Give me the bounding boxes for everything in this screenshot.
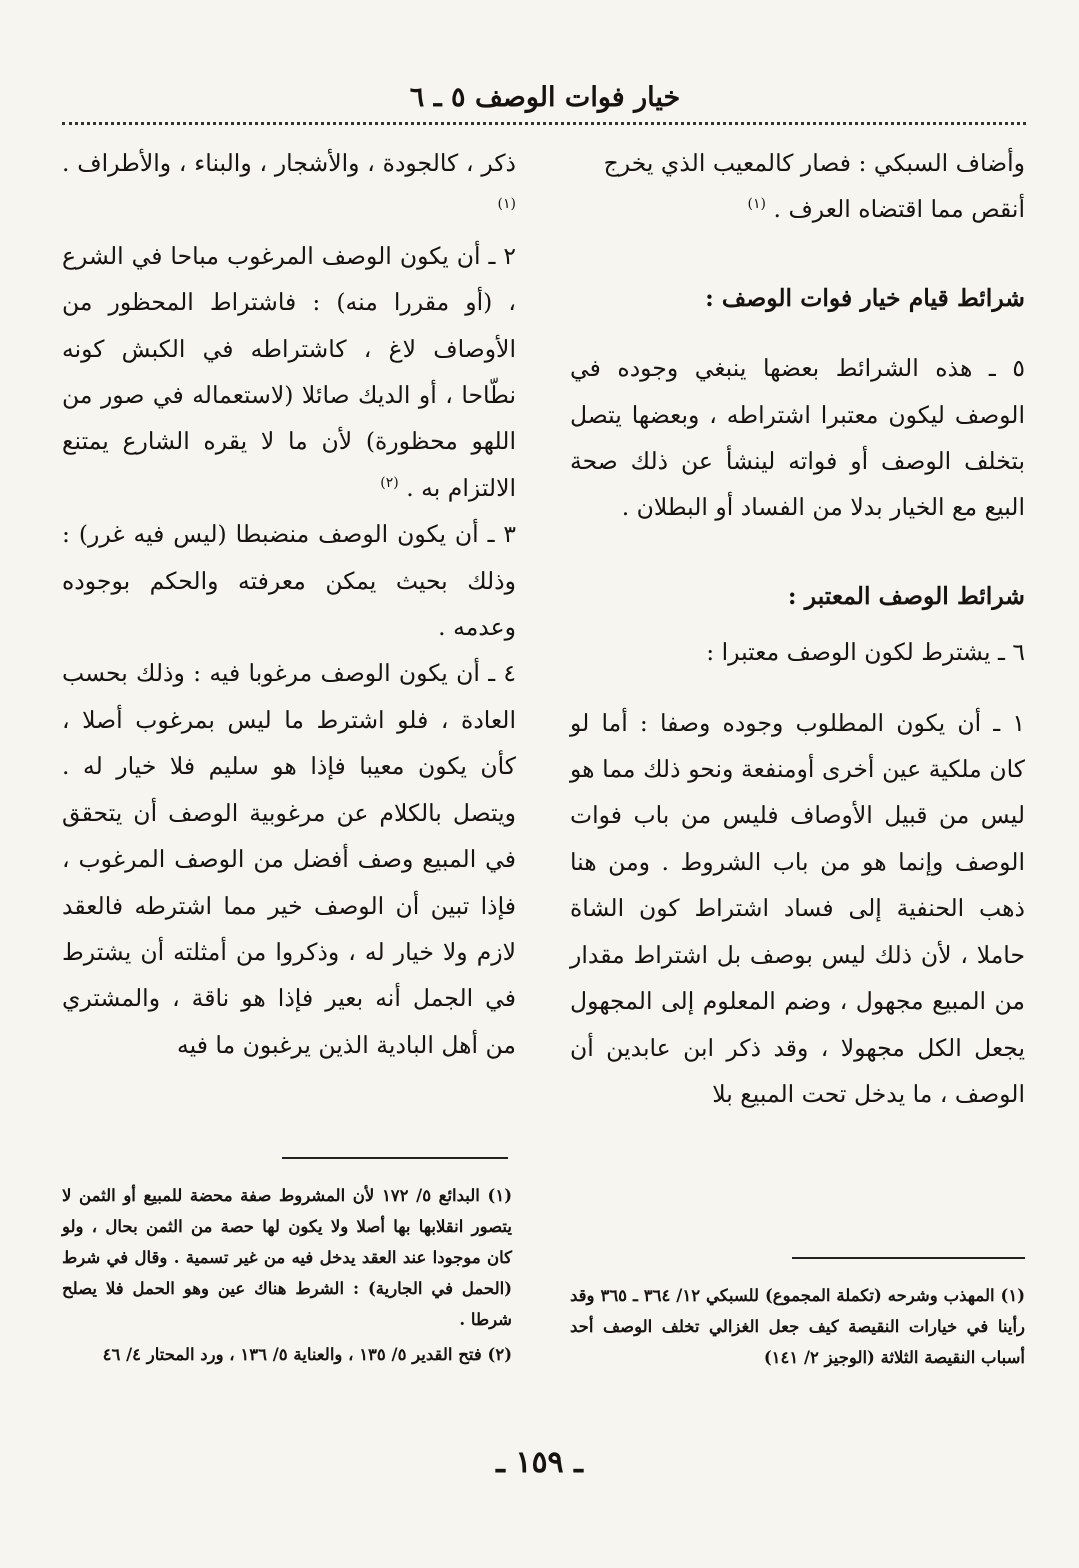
footnote-rule-left (282, 1157, 508, 1159)
footnote-ref: (٢) (380, 475, 399, 492)
intro-line-2: أنقص مما اقتضاه العرف . (773, 195, 1025, 224)
running-header (60, 78, 1030, 118)
intro-paragraph (570, 140, 1025, 233)
paragraph-6: ٦ ـ يشترط لكون الوصف معتبرا : (706, 638, 1025, 667)
footnote-right-1: (١) المهذب وشرحه (تكملة المجموع) للسبكي ١٢/ ٣٦٤ ـ ٣٦٥ وقد رأينا في خيارات النقيصة كيف جعل الغزالي تخلف الوصف أحد أسباب النقيصة الثلاثة (الوجيز ٢/ ١٤١) (570, 1286, 1025, 1367)
footnote-left-2: (٢) فتح القدير ٥/ ١٣٥ ، والعناية ٥/ ١٣٦ ، ورد المحتار ٤/ ٤٦ (102, 1345, 512, 1364)
footnote-ref: (١) (747, 196, 767, 213)
continuation-text: ذكر ، كالجودة ، والأشجار ، والبناء ، والأطراف . (62, 149, 516, 177)
condition-3: ٣ ـ أن يكون الوصف منضبطا (ليس فيه غرر) : وذلك بحيث يمكن معرفته والحكم بوجوده وعدمه . (62, 520, 516, 642)
condition-2 (62, 233, 516, 511)
condition-2-text: ٢ ـ أن يكون الوصف المرغوب مباحا في الشرع ، (أو مقررا منه) : فاشتراط المحظور من الأوصاف لاغ ، كاشتراطه في الكبش كونه نطّاحا ، أو الديك صائلا (لاستعماله في صور من اللهو محظورة) لأن ما لا يقره الشارع يمتنع الالتزام به . (62, 241, 516, 502)
intro-line-1: وأضاف السبكي : فصار كالمعيب الذي يخرج (603, 149, 1025, 177)
page-number: ـ ١٥٩ ـ (496, 1445, 583, 1480)
section-heading-valid-description: شرائط الوصف المعتبر : (787, 581, 1025, 610)
footnote-ref: (١) (497, 196, 516, 213)
paragraph-5: ٥ ـ هذه الشرائط بعضها ينبغي وجوده في الوصف ليكون معتبرا اشتراطه ، وبعضها يتصل بتخلف الوصف أو فواته لينشأ عن ذلك صحة البيع مع الخيار بدلا من الفساد أو البطلان . (570, 354, 1025, 522)
section-heading-conditions: شرائط قيام خيار فوات الوصف : (705, 283, 1025, 312)
continuation-paragraph (62, 140, 516, 233)
footnotes-left (62, 1180, 512, 1374)
footnote-rule-right (792, 1257, 1025, 1259)
condition-4: ٤ ـ أن يكون الوصف مرغوبا فيه : وذلك بحسب العادة ، فلو اشترط ما ليس بمرغوب أصلا ، كأن يكون معيبا فإذا هو سليم فلا خيار له . ويتصل بالكلام عن مرغوبية الوصف أن يتحقق في المبيع وصف أفضل من الوصف المرغوب ، فإذا تبين أن الوصف خير مما اشترطه فالعقد لازم ولا خيار له ، وذكروا من أمثلته أن يشترط في الجمل أنه بعير فإذا هو ناقة ، والمشتري من أهل البادية الذين يرغبون ما فيه (62, 659, 516, 1059)
left-column (62, 140, 516, 1068)
footnotes-right (570, 1280, 1025, 1377)
header-title: خيار فوات الوصف ٥ ـ ٦ (409, 82, 681, 113)
footnote-left-1: (١) البدائع ٥/ ١٧٢ لأن المشروط صفة محضة للمبيع أو الثمن لا يتصور انقلابها بها أصلا ولا يكون لها حصة من الثمن بحال ، ولو كان موجودا عند العقد يدخل فيه من غير تسمية . وقال في شرط (الحمل في الجارية) : الشرط هناك عين وهو الحمل فلا يصلح شرطا . (62, 1186, 512, 1329)
right-column (570, 140, 1025, 1117)
condition-1: ١ ـ أن يكون المطلوب وجوده وصفا : أما لو كان ملكية عين أخرى أومنفعة ونحو ذلك مما هو ليس من قبيل الأوصاف فليس من باب فوات الوصف وإنما هو من باب الشروط . ومن هنا ذهب الحنفية إلى فساد اشتراط كون الشاة حاملا ، لأن ذلك ليس بوصف بل اشتراط مقدار من المبيع مجهول ، وضم المعلوم إلى المجهول يجعل الكل مجهولا ، وقد ذكر ابن عابدين أن الوصف ، ما يدخل تحت المبيع بلا (570, 708, 1025, 1108)
header-dotted-rule (62, 122, 1026, 125)
